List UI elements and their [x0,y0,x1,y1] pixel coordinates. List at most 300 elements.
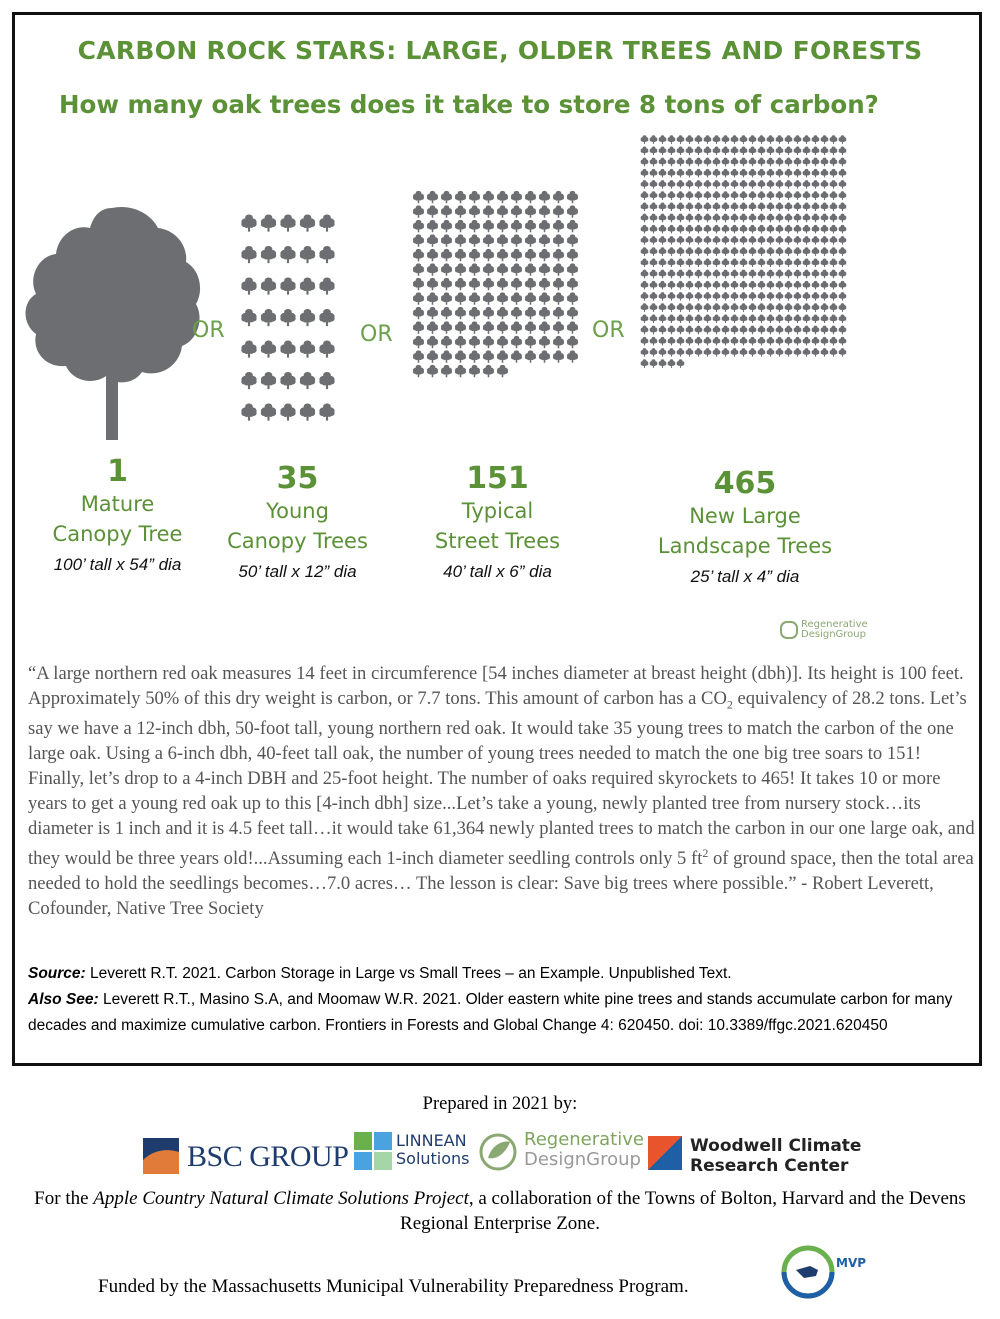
landscape-tree-icon [821,270,829,279]
landscape-tree-icon [650,202,658,211]
landscape-tree-icon [704,258,712,267]
landscape-tree-icon [794,348,802,357]
landscape-tree-icon [839,225,847,234]
landscape-tree-icon [785,135,793,144]
landscape-tree-icon [821,314,829,323]
landscape-tree-icon [686,281,694,290]
mature-tree-icon [26,207,201,440]
landscape-tree-icon [812,258,820,267]
landscape-tree-icon [839,292,847,301]
street-tree-icon [511,336,522,348]
landscape-tree-icon [776,202,784,211]
street-tree-icon [567,263,578,275]
landscape-tree-icon [749,303,757,312]
street-tree-icon [525,234,536,246]
landscape-tree-icon [650,214,658,223]
landscape-tree-icon [749,314,757,323]
landscape-tree-icon [776,169,784,178]
street-tree-icon [413,292,424,304]
column-young [210,462,385,582]
landscape-tree-icon [740,247,748,256]
landscape-tree-icon [650,292,658,301]
landscape-tree-icon [659,135,667,144]
street-tree-icon [469,365,480,377]
young-tree-icon [300,372,315,389]
landscape-tree-icon [668,135,676,144]
landscape-tree-icon [722,236,730,245]
bsc-mark-icon [143,1138,183,1174]
landscape-tree-icon [722,158,730,167]
landscape-tree-icon [722,337,730,346]
landscape-tree-icon [722,225,730,234]
street-tree-icon [497,220,508,232]
landscape-tree-icon [794,337,802,346]
street-tree-icon [525,307,536,319]
landscape-tree-icon [776,135,784,144]
landscape-tree-icon [767,146,775,155]
street-tree-icon [483,220,494,232]
landscape-tree-icon [740,135,748,144]
landscape-tree-icon [731,258,739,267]
page-title: CARBON ROCK STARS: LARGE, OLDER TREES AND FORESTS [77,36,923,65]
landscape-tree-icon [650,281,658,290]
landscape-tree-icon [713,135,721,144]
street-tree-icon [427,336,438,348]
landscape-tree-icon [767,348,775,357]
landscape-tree-icon [668,236,676,245]
label-street-2: Street Trees [434,529,561,553]
dimensions-mature: 100’ tall x 54” dia [53,555,182,574]
street-tree-icon [497,365,508,377]
leaf-icon [780,621,798,639]
landscape-tree-icon [677,292,685,301]
landscape-tree-icon [641,292,649,301]
street-tree-icon [427,234,438,246]
landscape-tree-icon [686,214,694,223]
landscape-tree-icon [776,236,784,245]
landscape-tree-icon [794,214,802,223]
street-tree-icon [469,205,480,217]
street-tree-icon [469,278,480,290]
young-tree-icon [319,372,334,389]
landscape-tree-icon [830,236,838,245]
also-see-line [28,987,973,1039]
label-landscape-1: New Large [689,504,801,528]
landscape-tree-icon [821,169,829,178]
landscape-tree-icon [803,225,811,234]
landscape-tree-icon [758,225,766,234]
landscape-tree-icon [749,281,757,290]
landscape-tree-icon [641,202,649,211]
street-tree-icon [511,249,522,261]
landscape-tree-icon [641,180,649,189]
landscape-tree-icon [731,348,739,357]
landscape-tree-icon [713,281,721,290]
landscape-tree-icon [776,292,784,301]
street-tree-icon [497,263,508,275]
street-tree-icon [497,350,508,362]
landscape-tree-icon [713,270,721,279]
landscape-tree-icon [740,303,748,312]
young-tree-icon [241,372,256,389]
street-tree-icon [441,234,452,246]
landscape-tree-icon [785,303,793,312]
landscape-tree-icon [641,135,649,144]
landscape-tree-icon [686,146,694,155]
landscape-tree-icon [803,135,811,144]
landscape-tree-icon [641,236,649,245]
landscape-tree-icon [785,314,793,323]
young-tree-icon [241,341,256,358]
landscape-tree-icon [794,247,802,256]
landscape-tree-icon [821,326,829,335]
landscape-tree-icon [704,270,712,279]
street-tree-icon [441,278,452,290]
leaf-swirl-icon [478,1130,520,1174]
landscape-tree-icon [641,158,649,167]
landscape-tree-icon [686,225,694,234]
landscape-tree-icon [767,214,775,223]
landscape-tree-icon [839,348,847,357]
landscape-tree-icon [704,337,712,346]
landscape-tree-icon [758,202,766,211]
landscape-tree-icon [740,225,748,234]
young-tree-icon [280,246,295,263]
street-tree-icon [525,191,536,203]
also-see-text: Leverett R.T., Masino S.A, and Moomaw W.R. 2021. Older eastern white pine trees and stands accumulate carbon for many decades and maximize cumulative carbon. Frontiers in Forests and Global Change 4: 620450. doi: 10.3389/ffgc.2021.620450 [28,991,953,1034]
landscape-tree-icon [812,314,820,323]
source-citations [28,961,973,1039]
landscape-tree-icon [812,191,820,200]
landscape-tree-icon [839,303,847,312]
landscape-tree-icon [749,158,757,167]
landscape-tree-icon [641,314,649,323]
young-tree-icon [319,278,334,295]
landscape-tree-icon [776,337,784,346]
street-tree-icon [539,191,550,203]
landscape-tree-icon [740,191,748,200]
landscape-tree-icon [830,225,838,234]
street-tree-icon [553,278,564,290]
landscape-tree-icon [704,314,712,323]
landscape-tree-icon [776,326,784,335]
landscape-tree-icon [776,314,784,323]
landscape-tree-icon [767,158,775,167]
funding-statement: Funded by the Massachusetts Municipal Vulnerability Preparedness Program. [98,1276,689,1297]
landscape-tree-icon [659,169,667,178]
landscape-tree-icon [731,281,739,290]
street-tree-icon [455,191,466,203]
landscape-tree-icon [722,270,730,279]
young-tree-icon [241,278,256,295]
landscape-tree-icon [722,326,730,335]
source-line [28,961,973,987]
street-tree-icon [469,249,480,261]
landscape-tree-icon [803,292,811,301]
landscape-tree-icon [830,281,838,290]
landscape-tree-icon [830,158,838,167]
landscape-tree-icon [695,292,703,301]
street-tree-icon [553,307,564,319]
landscape-tree-icon [695,247,703,256]
landscape-tree-icon [758,270,766,279]
landscape-tree-icon [686,236,694,245]
street-tree-icon [455,350,466,362]
street-tree-icon [483,336,494,348]
street-tree-icon [441,191,452,203]
landscape-tree-icon [650,359,658,368]
street-tree-icon [567,292,578,304]
mvp-text: MVP [836,1256,867,1270]
street-tree-icon [511,220,522,232]
landscape-tree-icon [794,281,802,290]
landscape-tree-icon [650,348,658,357]
landscape-tree-icon [812,236,820,245]
landscape-tree-icon [785,146,793,155]
landscape-tree-icon [776,270,784,279]
linnean-text-2: Solutions [396,1149,470,1168]
dimensions-landscape: 25’ tall x 4” dia [690,567,800,586]
landscape-tree-icon [785,169,793,178]
project-post: , a collaboration of the Towns of Bolton, Harvard and the Devens Regional Enterprise Zone. [400,1188,966,1234]
landscape-tree-icon [695,236,703,245]
label-mature-1: Mature [80,492,155,516]
source-label: Source: [28,965,86,982]
landscape-tree-icon [677,337,685,346]
landscape-tree-icon [839,247,847,256]
landscape-tree-icon [749,146,757,155]
landscape-trees-icons [641,135,847,368]
landscape-tree-icon [713,348,721,357]
street-tree-icon [413,365,424,377]
street-tree-icon [413,234,424,246]
or-separator-1: OR [192,318,225,343]
landscape-tree-icon [686,258,694,267]
landscape-tree-icon [785,258,793,267]
landscape-tree-icon [713,236,721,245]
landscape-tree-icon [677,348,685,357]
landscape-tree-icon [641,146,649,155]
landscape-tree-icon [713,303,721,312]
street-tree-icon [525,350,536,362]
landscape-tree-icon [749,191,757,200]
landscape-tree-icon [758,314,766,323]
landscape-tree-icon [749,236,757,245]
landscape-tree-icon [767,135,775,144]
landscape-tree-icon [749,214,757,223]
young-tree-icon [280,372,295,389]
landscape-tree-icon [830,314,838,323]
dimensions-street: 40’ tall x 6” dia [443,562,552,581]
landscape-tree-icon [704,135,712,144]
graphic-credit [780,620,868,640]
landscape-tree-icon [749,135,757,144]
linnean-text-1: LINNEAN [396,1131,467,1150]
landscape-tree-icon [758,281,766,290]
street-tree-icon [525,321,536,333]
landscape-tree-icon [785,214,793,223]
street-tree-icon [525,278,536,290]
landscape-tree-icon [704,348,712,357]
landscape-tree-icon [677,214,685,223]
landscape-tree-icon [776,303,784,312]
landscape-tree-icon [821,348,829,357]
young-tree-icon [241,246,256,263]
street-tree-icon [539,336,550,348]
landscape-tree-icon [803,303,811,312]
landscape-tree-icon [659,314,667,323]
landscape-tree-icon [713,180,721,189]
young-tree-icon [261,309,276,326]
count-landscape: 465 [713,466,777,501]
street-tree-icon [525,336,536,348]
street-tree-icon [483,321,494,333]
landscape-tree-icon [731,337,739,346]
landscape-tree-icon [686,292,694,301]
landscape-tree-icon [803,158,811,167]
landscape-tree-icon [695,337,703,346]
label-mature-2: Canopy Tree [52,522,183,546]
landscape-tree-icon [668,169,676,178]
landscape-tree-icon [776,348,784,357]
landscape-tree-icon [731,180,739,189]
landscape-tree-icon [722,180,730,189]
project-pre: For the [34,1188,94,1209]
landscape-tree-icon [704,180,712,189]
young-tree-icon [319,309,334,326]
young-tree-icon [261,278,276,295]
landscape-tree-icon [659,303,667,312]
street-tree-icon [525,263,536,275]
regenerative-text-1: Regenerative [524,1129,644,1150]
landscape-tree-icon [785,348,793,357]
landscape-tree-icon [794,158,802,167]
young-tree-icon [241,309,256,326]
landscape-tree-icon [740,314,748,323]
landscape-tree-icon [767,225,775,234]
landscape-tree-icon [821,191,829,200]
landscape-tree-icon [812,348,820,357]
landscape-tree-icon [650,270,658,279]
street-tree-icon [525,205,536,217]
column-street [410,462,585,582]
landscape-tree-icon [812,292,820,301]
street-tree-icon [539,220,550,232]
landscape-tree-icon [767,180,775,189]
landscape-tree-icon [767,169,775,178]
landscape-tree-icon [704,303,712,312]
landscape-tree-icon [812,146,820,155]
landscape-tree-icon [659,326,667,335]
young-tree-icon [261,372,276,389]
landscape-tree-icon [704,169,712,178]
landscape-tree-icon [731,303,739,312]
landscape-tree-icon [758,247,766,256]
landscape-tree-icon [758,337,766,346]
young-tree-icon [280,309,295,326]
street-tree-icon [413,205,424,217]
landscape-tree-icon [641,270,649,279]
street-tree-icon [539,205,550,217]
street-tree-icon [553,336,564,348]
landscape-tree-icon [677,258,685,267]
street-tree-icon [413,249,424,261]
landscape-tree-icon [776,180,784,189]
young-tree-icon [261,341,276,358]
street-tree-icon [483,234,494,246]
street-tree-icon [511,307,522,319]
street-tree-icon [567,234,578,246]
landscape-tree-icon [812,281,820,290]
street-tree-icon [497,249,508,261]
street-tree-icon [427,292,438,304]
landscape-tree-icon [794,225,802,234]
landscape-tree-icon [731,135,739,144]
column-mature [30,455,205,575]
street-tree-icon [469,292,480,304]
landscape-tree-icon [812,270,820,279]
page-question: How many oak trees does it take to store 8 tons of carbon? [59,90,879,119]
landscape-tree-icon [713,337,721,346]
street-tree-icon [539,249,550,261]
street-tree-icon [525,292,536,304]
landscape-tree-icon [722,292,730,301]
landscape-tree-icon [830,191,838,200]
landscape-tree-icon [758,258,766,267]
young-tree-icon [300,278,315,295]
street-tree-icon [567,249,578,261]
quote-superscript: 2 [702,846,709,861]
street-tree-icon [511,292,522,304]
landscape-tree-icon [839,180,847,189]
landscape-tree-icon [659,180,667,189]
landscape-tree-icon [740,348,748,357]
landscape-tree-icon [794,303,802,312]
landscape-tree-icon [677,303,685,312]
young-tree-icon [280,278,295,295]
landscape-tree-icon [785,292,793,301]
landscape-tree-icon [812,247,820,256]
street-tree-icon [427,278,438,290]
landscape-tree-icon [758,158,766,167]
street-tree-icon [427,249,438,261]
landscape-tree-icon [803,247,811,256]
landscape-tree-icon [650,314,658,323]
street-tree-icon [567,336,578,348]
street-tree-icon [567,191,578,203]
landscape-tree-icon [641,337,649,346]
landscape-tree-icon [695,270,703,279]
landscape-tree-icon [794,270,802,279]
street-tree-icon [567,321,578,333]
landscape-tree-icon [695,135,703,144]
landscape-tree-icon [794,326,802,335]
landscape-tree-icon [677,180,685,189]
landscape-tree-icon [767,202,775,211]
landscape-tree-icon [677,135,685,144]
landscape-tree-icon [641,247,649,256]
street-tree-icon [553,263,564,275]
landscape-tree-icon [740,326,748,335]
landscape-tree-icon [650,191,658,200]
street-tree-icon [469,220,480,232]
landscape-tree-icon [839,214,847,223]
landscape-tree-icon [668,225,676,234]
landscape-tree-icon [650,303,658,312]
landscape-tree-icon [803,191,811,200]
landscape-tree-icon [641,169,649,178]
landscape-tree-icon [821,337,829,346]
